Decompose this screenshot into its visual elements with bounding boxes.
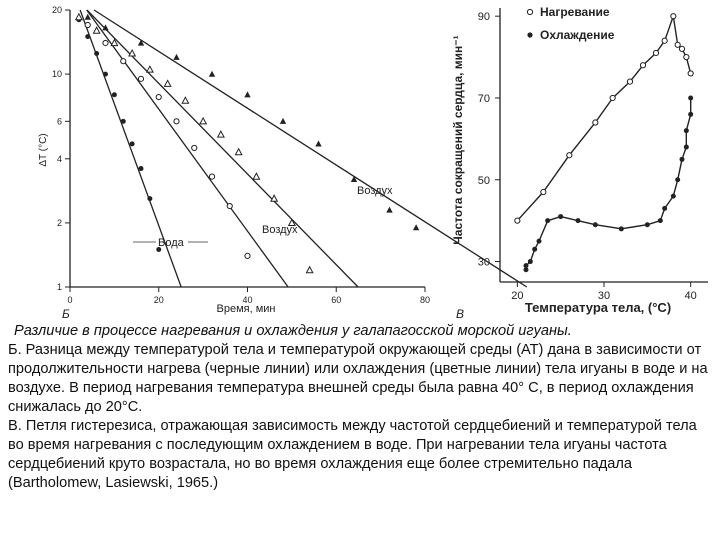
panel-b-series-2-point (156, 94, 161, 99)
panel-v-series-1-point (662, 38, 667, 43)
panel-b-series-4-point (173, 54, 179, 60)
panel-b-series-2-point (85, 22, 90, 27)
panel-b-label: Б (62, 307, 70, 320)
panel-b-series-1-point (130, 141, 135, 146)
panel-b-xlabel: Время, мин (216, 303, 276, 315)
panel-v-series-1-point (671, 14, 676, 19)
panel-v-x-tick-label: 30 (597, 290, 611, 302)
panel-b-series-4-point (280, 118, 286, 124)
panel-b-series-2-point (103, 40, 108, 45)
panel-v-series-1-point (653, 50, 658, 55)
panel-v-series-2-line (526, 98, 691, 270)
panel-v-x-ticks (511, 282, 697, 302)
panel-b-x-tick-label: 80 (419, 295, 431, 305)
panel-b-series-3-point (76, 14, 82, 20)
panel-b-series-1-point (121, 119, 126, 124)
caption-lead: Различие в процессе нагревания и охлаждения у галапагосской морской игуаны. (14, 323, 572, 339)
panel-b-series-2-point (245, 253, 250, 258)
panel-v-y-tick-label: 90 (477, 11, 490, 24)
panel-v-series-1-point (684, 54, 689, 59)
panel-v-series-2-point (528, 259, 533, 264)
panel-b-series-2-point (174, 119, 179, 124)
legend-cooling-marker (527, 32, 532, 37)
legend-cooling-label: Охлаждение (540, 28, 615, 42)
label-vozdukh-2: Воздух (357, 185, 393, 197)
panel-b-series-3-point (164, 80, 170, 86)
panel-v-chart (451, 5, 708, 320)
panel-v-series-1-point (640, 63, 645, 68)
panel-b-x-tick-label: 20 (153, 295, 164, 305)
panel-v-series-2-point (532, 247, 537, 252)
panel-b-y-tick-label: 20 (51, 5, 62, 15)
panel-v-series-2-point (671, 194, 676, 199)
panel-v-y-tick-label: 30 (477, 256, 490, 269)
panel-v-series-1-point (541, 189, 546, 194)
panel-v-label: В (456, 307, 465, 320)
panel-v-series-2-point (684, 128, 689, 133)
panel-b-series-1-point (112, 92, 117, 97)
panel-b-x-tick-label: 60 (331, 295, 342, 305)
panel-v-series-2-point (662, 206, 667, 211)
panel-v-series-1-point (567, 153, 572, 158)
panel-b-series-3-point (235, 149, 241, 155)
panel-b-y-tick-label: 10 (51, 69, 62, 80)
panel-v-y-ticks (478, 11, 500, 268)
panel-b-series-4-point (386, 207, 392, 213)
panel-b-x-tick-label: 40 (242, 295, 253, 305)
panel-v-series-1-point (688, 71, 693, 76)
panel-b-series-4-point (209, 71, 215, 77)
panel-b-series-4-point (138, 40, 144, 46)
figure-caption (8, 322, 714, 493)
panel-b-series-2-point (138, 76, 143, 81)
panel-v-series (515, 14, 694, 273)
panel-b-series-2-point (121, 59, 126, 64)
panel-v-series-2-point (688, 95, 693, 100)
panel-b-series-1-point (103, 72, 108, 77)
panel-v-series-1-point (679, 46, 684, 51)
panel-b-y-tick-label: 6 (56, 116, 62, 127)
panel-v-series-1-point (675, 42, 680, 47)
panel-b-series-2-point (227, 203, 232, 208)
panel-v-series-2-point (593, 222, 598, 227)
caption-panel-b: Б. Разница между температурой тела и температурой окружающей среды (АТ) дана в зависимости от продолжительности нагрева (черные линии) или охлаждения (цветные линии) тела игуаны в воде и на воздухе. В период нагревания температура внешней среды была равна 40° С, в период охлаждения снижалась до 20°С. (8, 342, 708, 415)
panel-v-series-2-point (558, 214, 563, 219)
panel-v-axes (500, 8, 708, 282)
panel-v-series-1-point (515, 218, 520, 223)
panel-b-series-2-point (209, 174, 214, 179)
panel-b-y-tick-label: 4 (56, 153, 62, 164)
panel-b-ylabel: ΔT (°C) (38, 133, 49, 167)
panel-b-series-1-point (85, 34, 90, 39)
panel-v-series-2-point (688, 112, 693, 117)
panel-v-ylabel: Частота сокращений сердца, мин⁻¹ (451, 35, 465, 245)
panel-v-series-2-point (576, 218, 581, 223)
panel-b-series-3-line (87, 10, 358, 287)
panel-b-y-tick-label: 1 (56, 282, 62, 292)
panel-b-series-2-point (192, 145, 197, 150)
panel-b-series-4-point (244, 91, 250, 97)
label-vozdukh-1: Воздух (262, 224, 298, 236)
panel-b-series-1-point (139, 166, 144, 171)
panel-b-series-3-point (218, 131, 224, 137)
panel-b-series-3-point (182, 97, 188, 103)
panel-v-series-2-point (619, 226, 624, 231)
panel-v-y-tick-label: 50 (477, 174, 490, 187)
panel-b-series-2-line (87, 10, 288, 287)
panel-b-axes (70, 10, 425, 287)
panel-b-series-3-point (200, 118, 206, 124)
panel-b-series-4-point (413, 224, 419, 230)
panel-b-series-3-point (147, 66, 153, 72)
label-voda: Вода (158, 237, 184, 249)
panel-v-series-2-point (524, 267, 529, 272)
panel-b-series-4-point (315, 141, 321, 147)
panel-v-y-tick-label: 70 (477, 92, 490, 105)
panel-v-series-2-point (537, 239, 542, 244)
panel-v-series-2-point (684, 145, 689, 150)
panel-v-x-tick-label: 40 (684, 290, 697, 302)
legend-heating-label: Нагревание (540, 5, 610, 19)
panel-b-series-1-point (147, 196, 152, 201)
panel-v-x-tick-label: 20 (511, 290, 524, 302)
panel-b-series-4-point (351, 176, 357, 182)
legend-heating-marker (527, 9, 532, 14)
panel-b-x-tick-label: 0 (67, 295, 73, 305)
panel-v-series-2-point (680, 157, 685, 162)
panel-v-series-1-point (593, 120, 598, 125)
panel-v-series-1-point (627, 79, 632, 84)
panel-b-y-tick-label: 2 (56, 217, 62, 228)
panel-b-series-3-point (93, 27, 99, 33)
panel-b-series-1-point (94, 51, 99, 56)
panel-b-y-ticks (52, 5, 70, 292)
panel-v-series-2-point (545, 218, 550, 223)
panel-v-series-1-point (610, 95, 615, 100)
panel-b-series-3-point (253, 173, 259, 179)
caption-panel-v: В. Петля гистерезиса, отражающая зависимость между частотой сердцебиений и температурой тела во время нагревания с последующим охлаждением в воде. При нагревании тела игуаны частота сердцебиений круто возрастала, но во время охлаждения еще более стремительно падала (Bartholomew, Lasiewski, 1965.) (8, 418, 697, 491)
panel-b-series-3-point (306, 267, 312, 273)
panel-v-series-2-point (645, 222, 650, 227)
panel-v-series-2-point (675, 177, 680, 182)
panel-v-legend (527, 5, 614, 42)
panel-v-xlabel: Температура тела, (°C) (524, 300, 672, 315)
panel-v-series-2-point (658, 218, 663, 223)
